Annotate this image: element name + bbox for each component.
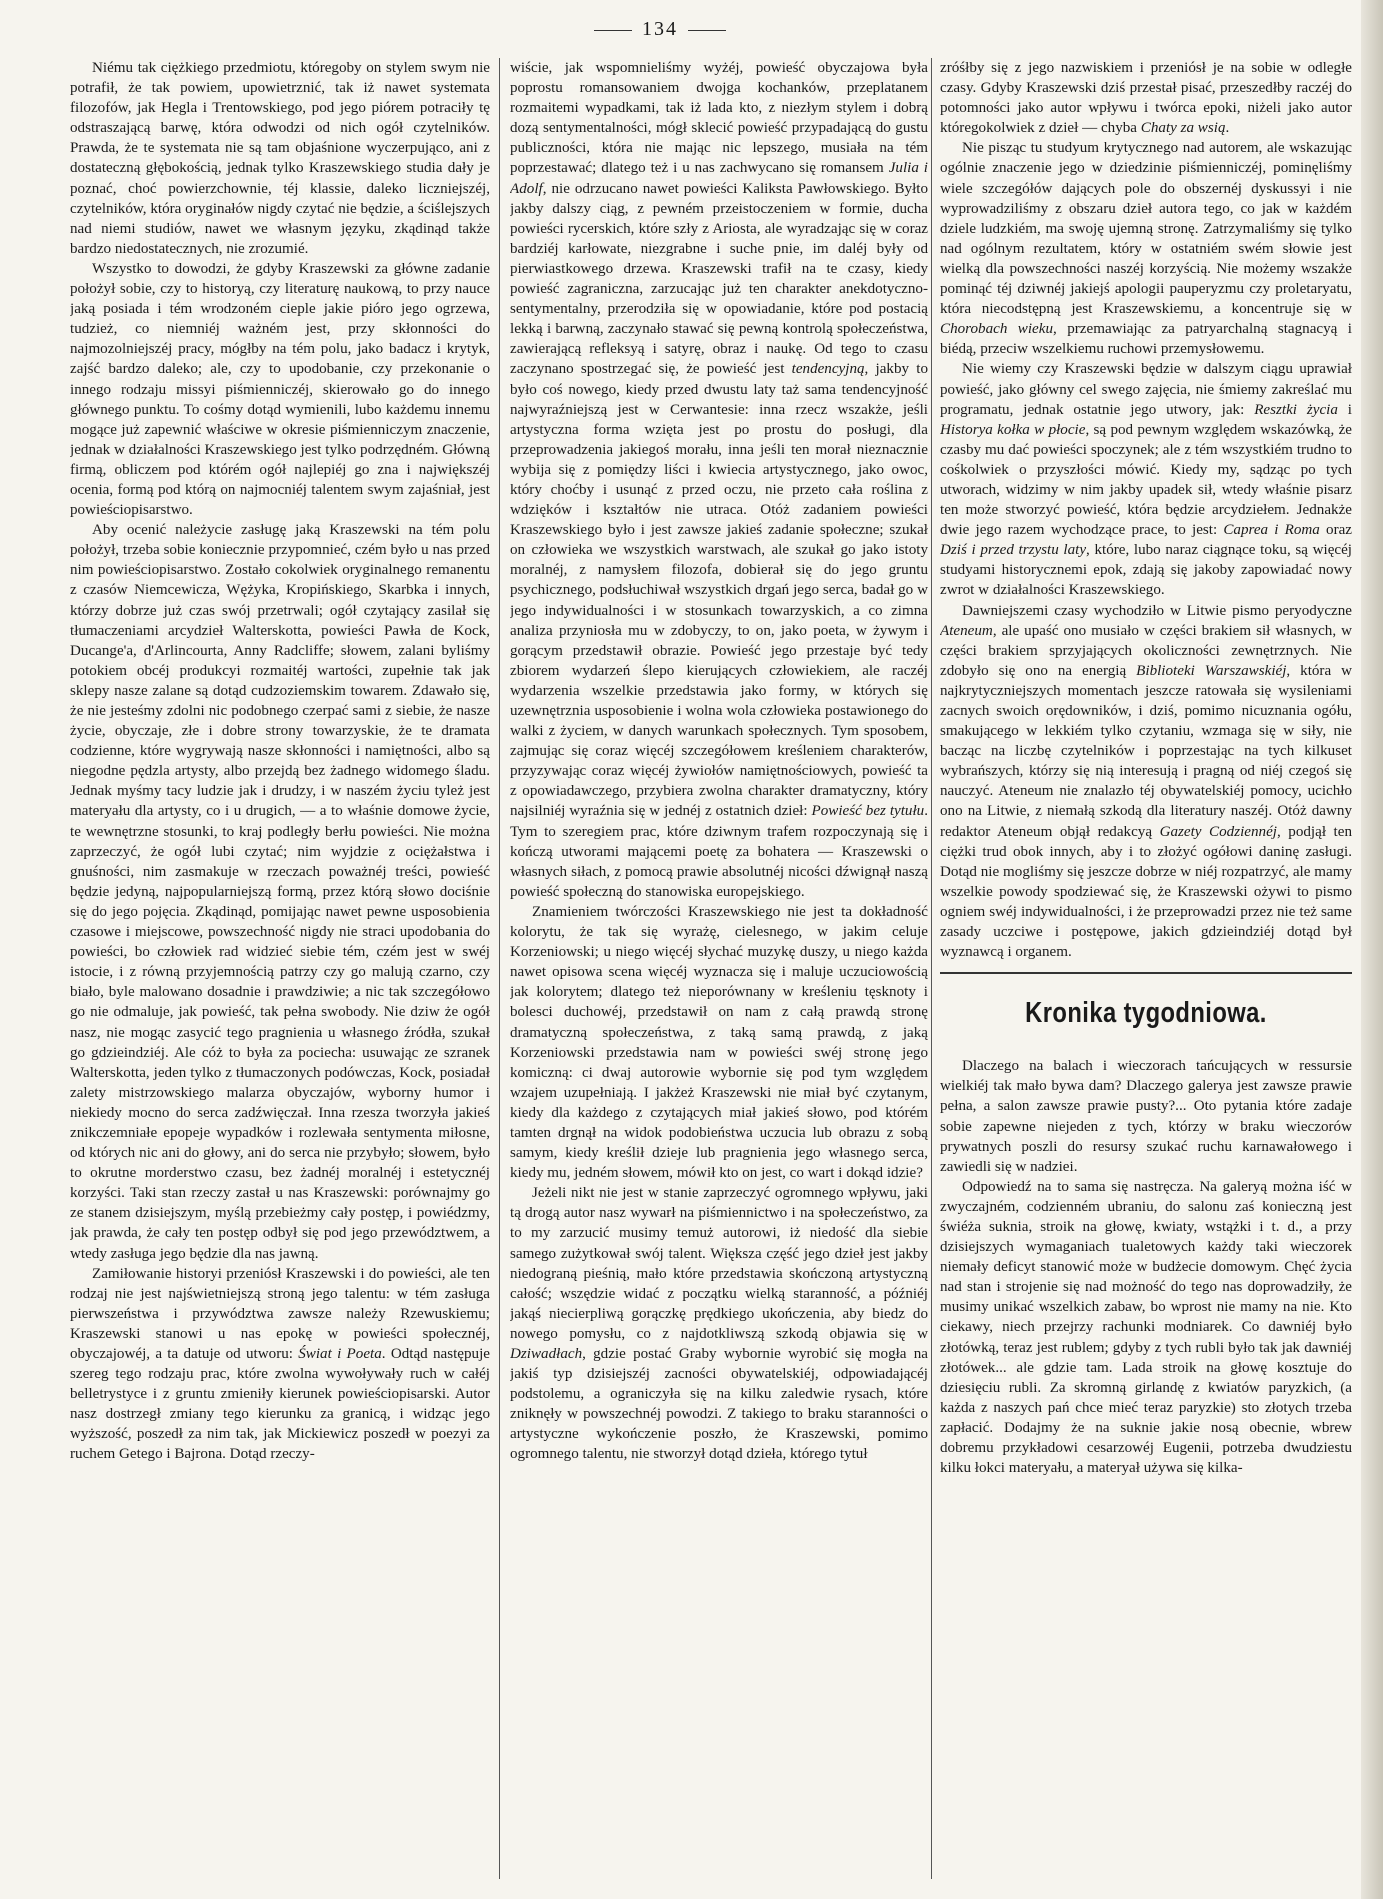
text-run: oraz [1319, 522, 1352, 539]
text-run: , podjął ten ciężki trud obok innych, aby i to złożyć ogółowi daninę zasługi. Dotąd nie mogliśmy się jeszcze dobrze w niéj rozpatrzyć, ale mamy wszelkie powody spodziewać się, że Kraszewski ożywi to pismo ogniem swéj indywidualności, i że przeprowadzi przez nie też same zasady uczciwe i postępowe, jakich gdzieindziéj dotąd był wyznawcą i organem. [940, 823, 1352, 961]
paragraph: Niému tak ciężkiego przedmiotu, któregoby on stylem swym nie potrafił, że tak powiem, upowietrznić, tak iż nawet systemata filozofów, jak Hegla i Trentowskiego, pod jego piórem potraciły tę odstraszającą barwę, która odwodzi od nich ogół czytelników. Prawda, że te systemata nie są tam objaśnione wyczerpująco, ani z dostateczną głębokością, jednak tylko Kraszewskiego studia dały je poznać, choć powierzchownie, téj klassie, daleko liczniejszéj, czytelników, która oryginałów nigdy czytać nie będzie, a ściślejszych nad niemi studiów, nawet we własnym języku, zkądinąd także bardzo niedostatecznych, nie zrozumié. [70, 60, 490, 257]
paragraph [70, 1264, 490, 1465]
text-run: , są pod pewnym względem wskazówką, że czasby mu dać powieści spoczynek; ale z tém wszystkiém trudno to cośkolwiek o przyszłości mówić. Kiedy my, sądząc po tych utworach, widzimy w nim jakby upadek sił, wtedy właśnie pisarz ten może stworzyć powieść, która będzie arcydziełem. Jednakże dwie jego razem wychodzące prace, to jest: [940, 421, 1352, 539]
text-run: i [1337, 401, 1352, 418]
text-run: . [1225, 120, 1230, 137]
title-reference: Resztki życia [1254, 401, 1338, 418]
column-divider-1 [499, 58, 500, 1879]
title-reference: Gazety Codziennéj [1159, 823, 1277, 840]
right-dash [688, 30, 726, 31]
text-run: , które, lubo naraz ciągnące toku, są więcéj studyami historycznemi epok, zdają się jakoby zapowiadać nowy zwrot w działalności Kraszewskiego. [940, 542, 1352, 599]
title-reference: Powieść bez tytułu [811, 803, 925, 820]
title-reference: Ateneum [940, 622, 993, 639]
column-divider-2 [931, 58, 932, 1879]
paragraph: Aby ocenić należycie zasługę jaką Kraszewski na tém polu położył, trzeba sobie koniecznie przypomnieć, czém było u nas przed nim powieściopisarstwo. Zostało cokolwiek oryginalnego remanentu z czasów Niemcewicza, Wężyka, Kropińskiego, Skarbka i innych, którzy dobrze już czas swój przetrwali; ogół czytający zasilał się tłumaczeniami arcydzieł Walterskotta, powieści Pawła de Kock, Ducange'a, d'Arlincourta, Anny Radcliffe; słowem, zalani byliśmy potokiem obcéj produkcyi rozmaitéj wartości, zupełnie tak jak sklepy nasze zalane są dotąd cudzoziemskim towarem. Zdawało się, że nie jesteśmy zdolni nic podobnego czerpać sami z siebie, że nasze życie, obyczaje, złe i dobre strony towarzyskie, że te dramata codzienne, które wygrywają nasze skłonności i namiętności, albo są niegodne pędzla artysty, albo przejdą bez żadnego widomego śladu. Jednak myśmy tacy ludzie jak i drudzy, i w naszém życiu tyleż jest materyału dla artysty, co i u drugich, — a to właśnie domowe życie, te wewnętrzne stosunki, to kraj podległy berłu powieści. Nie można zaprzeczyć, że ogół lubi czytać; nim wyjdzie z ociężałstwa i gnuśności, nim zasmakuje w rzeczach poważnéj treści, powieść będzie jedyną, najpopularniejszą formą, przez którą słowo dociśnie się do jego pojęcia. Zkądinąd, pomijając nawet pewne usposobienia czasowe i miejscowe, powszechność nigdy nie straci upodobania do powieści, bo człowiek rad widzieć siebie tém, czém jest w swéj istocie, i z równą przyjemnością patrzy czy go malują czarno, czy biało, byle malowano dosadnie i prawdziwie; a nic tak szczegółowo go nie odmaluje, jak powieść, tak pełna swobody. Nie dziw że ogół nasz, nie mogąc zasycić tego pragnienia u własnego źródła, szukał go gdzieindziéj. Ale cóż to była za pociecha: usuwając ze szranek Walterskotta, jeden tylko z tłumaczonych podówczas, Kock, posiadał zalety mistrzowskiego malarza obyczajów, wyborny humor i niekiedy mocno do serca zadźwięczał. Inna rzesza tworzyła jakieś znikczemniałe epopeje wypadków i rozlewała sentymenta miłosne, od których nic ani do głowy, ani do serca nie przybyło; słowem, było to okrutne morderstwo czasu, bez żadnéj moralnéj i estetycznéj korzyści. Taki stan rzeczy zastał u nas Kraszewski: porównajmy go ze stanem dzisiejszym, myślą przebieżmy cały postęp, i powiédzmy, jak prawda, że cały ten postęp odbył się pod jego przewództwem, a wtedy zasługa jego będzie dla nas jawną. [70, 522, 490, 1262]
column-2 [510, 58, 928, 1887]
title-reference: Chorobach wieku [940, 321, 1054, 338]
title-reference: Dziś i przed trzystu laty [940, 542, 1087, 559]
paragraph [940, 138, 1352, 359]
section-title: Kronika tygodniowa. [1025, 997, 1267, 1030]
title-reference: Dziwadłach [510, 1346, 583, 1362]
page-edge [1361, 0, 1383, 1899]
text-run: . Tym to szeregiem prac, które dziwnym trafem rozpoczynają się i kończą utworami mającemi poetę za bohatera — Kraszewski o własnych siłach, z pomocą prawie absolutnéj nicości dźwignął naszą powieść społeczną do stanowiska europejskiego. [510, 803, 928, 900]
paragraph [940, 359, 1352, 600]
text-run: . Odtąd następuje szereg tego rodzaju prac, które zwolna wywoływały ruch w całéj belletrystyce i z gruntu zmieniły kierunek powieściopisarski. Autor nasz dostrzegł zmiany tego kierunku za granicą, i widząc jego wyższość, poszedł za nim tak, jak Mickiewicz poszedł w poezyi za ruchem Getego i Bajrona. Dotąd rzeczy- [70, 1346, 490, 1463]
text-run: Nie pisząc tu studyum krytycznego nad autorem, ale wskazując ogólnie znaczenie jego w dziedzinie piśmienniczéj, pominęliśmy wiele szczegółów dających pole do obszernéj dyskussyi i nie wyprowadziliśmy z obszaru dzieł autora tego, co jak w każdém dziele ludzkiém, ma swoję ujemną stronę. Zatrzymaliśmy się tylko nad ogólnym rezultatem, który w ostatniém swém słowie jest wielką dla powszechności naszéj korzyścią. Nie możemy wszakże pominąć téj dziwnéj jakiejś apologii pauperyzmu czy proletaryatu, która niecodstępną jest Kraszewskiemu, a koncentruje się w [940, 140, 1352, 318]
paragraph: Wszystko to dowodzi, że gdyby Kraszewski za główne zadanie położył sobie, czy to historyą, czy literaturę naukową, to przy nauce jaką posiada i tém wrodzoném cieple jakie pióro jego ogrzewa, tudzież, co niemniéj ważném jest, przy skłonności do najmozolniejszéj pracy, mógłby na tém polu, jako badacz i krytyk, zajść bardzo daleko; ale, czy to upodobanie, czy przekonanie o innego rodzaju missyi piśmienniczéj, skierowało go do innego głównego punktu. To cośmy dotąd wymienili, lubo każdemu innemu mogące już zapewnić właściwe w okresie piśmienniczym znaczenie, jednak w działalności Kraszewskiego jest tylko podrzędném. Główną firmą, obliczem pod którém ogół najlepiéj go zna i największéj ocenia, formą pod którą on najmocniéj talentem swym zajaśniał, jest powieściopisarstwo. [70, 260, 490, 519]
title-reference: Historya kołka w płocie [940, 421, 1086, 438]
paragraph [940, 601, 1352, 963]
chronicle-paragraph: Odpowiedź na to sama się nastręcza. Na galeryą można iść w zwyczajném, codzienném ubraniu, do salonu zaś konieczną jest świéża suknia, stroik na głowę, kwiaty, wstążki i t. d., a przy dzisiejszych wymaganiach tualetowych każdy taki wieczorek niemały deficyt stanowić może w budżecie domowym. Chęć życia nad stan i strojenie się nad możność do tego nas doprowadziły, że musimy unikać wszelkich zabaw, bo wprost nie mamy na nie. Kto ciekawy, niech przejrzy rachunki modniarek. Co dawniéj było złotówką, teraz jest rublem; gdyby z tych rubli było tak jak dawniéj złotówek... ale gdzie tam. Lada stroik na głowę kosztuje do dziesięciu rubli. Za skromną girlandę z kwiatów paryzkich, (a każda z naszych pań chce mieć teraz paryzkie) sto złotych trzeba zapłacić. Dodajmy że na suknie jakie nosą obecnie, wbrew dobremu przykładowi cesarzowéj Eugenii, potrzeba dwudziestu kilku łokci materyału, a materyał używa się kilka- [940, 1178, 1352, 1477]
text-run: , gdzie postać Graby wybornie wyrobić się mogła na jakiś typ dzisiejszéj zacności obywatelskiéj, odpowiadającéj podstolemu, a ograniczyła się na kilku zaledwie rysach, które zniknęły w powszechnéj powodzi. Z takiego to braku staranności o artystyczne wykończenie poszło, że Kraszewski, pomimo ogromnego talentu, nie stworzył dotąd dzieła, którego tytuł [510, 1346, 928, 1463]
paragraph [510, 1183, 928, 1464]
text-run: , ale upaść ono musiało w części brakiem sił własnych, w części brakiem sprzyjających okoliczności zewnętrznych. Nie zdobyło się ono na energią [940, 622, 1352, 679]
text-run: , jakby to było coś nowego, kiedy przed dwustu laty taż sama tendencyjność najwyraźniejszą jest w Cerwantesie: inna rzecz wszakże, jeśli artystyczna forma wzięta jest po prostu do posługi, dla przeprowadzenia jakiegoś morału, inna jeśli ten morał nieznacznie wybija się z pomiędzy liści i kwiecia artystycznego, jako owoc, który choćby i usunąć z przed oczu, nie przeto cała roślina z wdzięków i kształtów nie utraca. Otóż zadaniem powieści Kraszewskiego było i jest zawsze jakieś zadanie społeczne; szukał on człowieka we wszystkich warstwach, ale szukał go jako istoty moralnéj, z namysłem filozofa, dobierał się do jego gruntu psychicznego, podsłuchiwał wszystkich drgań jego serca, badał go w jego indywidualności i w stosunkach towarzyskich, a co zimna analiza przyniosła mu w zdobyczy, to on, jako poeta, w żywym i gorącym przedstawił obrazie. Powieść jego przestaje być tedy zbiorem wydarzeń ślepo kierujących człowiekiem, ale raczéj wydarzenia wszelkie przedstawia jako formy, w których się uzewnętrznia usposobienie i wolna wola człowieka postawionego do walki z życiem, w danych warunkach społecznych. Tym sposobem, zajmując się coraz więcéj szczegółowem kreśleniem charakterów, przyzywając coraz więcéj żywiołów namiętnościowych, powieść ta z opowiadawczego, przybiera zwolna charakter dramatyczny, który najsilniéj wyraźnia się w jednéj z ostatnich dzieł: [510, 361, 928, 820]
paragraph [940, 58, 1352, 138]
text-run: Zamiłowanie historyi przeniósł Kraszewski i do powieści, ale ten rodzaj nie jest najświetniejszą stroną jego talentu: w tém zasługa pierwszeństwa i przywództwa zawsze należy Rzewuskiemu; Kraszewski stanowi u nas epokę w powieści społecznéj, obyczajowéj, a ta datuje od utworu: [70, 1265, 490, 1362]
page-number [560, 18, 760, 41]
title-reference: Julia i Adolf [510, 160, 928, 197]
title-reference: Caprea i Roma [1223, 522, 1320, 539]
text-run: , która w najkrytyczniejszych momentach jeszcze ratowała się wysileniami zacnych swoich orędowników, i dziś, pomimo nicuznania ogółu, smakującego w lekkiém tylko czytaniu, wzmaga się w siły, nie bacząc na liczbę czytelników i poprzestając na tych kilkuset wybrańszych, którzy się nią interesują i pragną od niéj czegoś się nauczyć. Ateneum nie znalazło téj obywatelskiéj pomocy, ucichło ono na Litwie, z niemałą szkodą dla literatury naszéj. Otóż dawny redaktor Ateneum objął redakcyą [940, 662, 1352, 840]
paragraph [510, 58, 928, 902]
text-run: , przemawiając za patryarchalną stagnacyą i biédą, przeciw wszelkiemu ruchowi przemysłowemu. [940, 321, 1352, 358]
title-reference: Chaty za wsią [1140, 120, 1226, 137]
column-1 [70, 58, 490, 1887]
paragraph: Znamieniem twórczości Kraszewskiego nie jest ta dokładność kolorytu, że tak się wyrażę, cielesnego, w jakim celuje Korzeniowski; u niego więcéj słychać muzykę duszy, u niego każda nawet opisowa scena więcéj wyznacza się i maluje uczuciowością jak kolorytem; dlatego też nieporównany w kreśleniu tęsknoty i bolesci duchowéj, przedstawił on nam z całą prawdą stronę dramatyczną społeczeństwa, z taką samą prawdą, z jaką Korzeniowski przedstawia nam w powieści swéj stronę jego komiczną: ci dwaj autorowie wybornie się pod tym względem wzajem uzupełniają. I jakżeż Kraszewski nie miał być czytanym, kiedy dla każdego z czytających miał jakieś słowo, pod którém tamten drgnął na widok podobieństwa uczucia lub obrazu z sobą samym, kiedy kreślił dzieje lub pragnienia jego własnego serca, kiedy mu, jedném słowem, mówił kto on jest, co wart i dokąd idzie? [510, 903, 928, 1182]
left-dash [594, 30, 632, 31]
text-run: zróśłby się z jego nazwiskiem i przeniósł je na sobie w odległe czasy. Gdyby Kraszewski dziś przestał pisać, przeszedłby raczéj do potomności jako autor wpływu i twórca epoki, niżeli jako autor któregokolwiek z dzieł — chyba [940, 60, 1352, 137]
text-run: , nie odrzucano nawet powieści Kaliksta Pawłowskiego. Byłto jakby dalszy ciąg, z pewném przeistoczeniem w formie, ducha powieści rycerskich, które szły z Ariosta, ale wyradzając się w coraz bardziéj karłowate, niezgrabne i suche pnie, im daléj były od pierwiastkowego drzewa. Kraszewski trafił na te czasy, kiedy powieść zagraniczna, zarzucając już ten charakter anekdotyczno-sentymentalny, przerodziła się w opowiadanie, które pod postacią lekką i barwną, zaczynało stawać się pewną kontrolą społeczeństwa, zawierającą refleksyą i satyrę, obraz i naukę. Od tego to czasu zaczynano spostrzegać się, że powieść jest [510, 180, 928, 378]
text-run: Jeżeli nikt nie jest w stanie zaprzeczyć ogromnego wpływu, jaki tą drogą autor nasz wywarł na piśmiennictwo i na społeczeństwo, za to my zarzucić musimy temuż autorowi, iż niedość dla siebie samego zużytkował swój talent. Większa część jego dzieł jest jakby niedograną pieśnią, mało które przedstawia skończoną artystyczną całość; wszędzie widać z początku wielką staranność, a późniéj jakąś niecierpliwą gorączkę prędkiego ukończenia, aby biedz do nowego pomysłu, co z najdotkliwszą szkodą objawia się w [510, 1185, 928, 1342]
page-number-text: 134 [642, 18, 678, 40]
section-divider [940, 972, 1352, 974]
text-run: Dawniejszemi czasy wychodziło w Litwie pismo peryodyczne [962, 602, 1352, 619]
text-run: Nie wiemy czy Kraszewski będzie w dalszym ciągu uprawiał powieść, jako główny cel swego zajęcia, nie śmiemy zakreślać mu programatu, jednak ostatnie jego utwory, jak: [940, 361, 1352, 418]
title-reference: Biblioteki Warszawskiéj [1136, 662, 1287, 679]
title-reference: Świat i Poeta [298, 1346, 382, 1362]
column-3 [940, 58, 1352, 1887]
emphasis: tendencyjną [791, 361, 865, 378]
chronicle-paragraph: Dlaczego na balach i wieczorach tańcujących w ressursie wielkiéj tak mało bywa dam? Dlaczego galerya jest zawsze prawie pełna, a salon zawsze prawie pusty?... Oto pytania które zadaje sobie zapewne niejeden z tych, którzy w braku wieczorów prywatnych poszli do resursy szukać ruchu karnawałowego i zawiedli się w nadziei. [940, 1058, 1352, 1175]
text-run: wiście, jak wspomnieliśmy wyżéj, powieść obyczajowa była poprostu romansowaniem dwojga kochanków, przeplatanem rozmaitemi wypadkami, tak iż lada kto, z niezłym stylem i dobrą dozą sentymentalności, mógł sklecić powieść przypadającą do gustu publiczności, która nie mając nic lepszego, musiała na tém poprzestawać; dlatego też i u nas zachwycano się romansem [510, 60, 928, 177]
